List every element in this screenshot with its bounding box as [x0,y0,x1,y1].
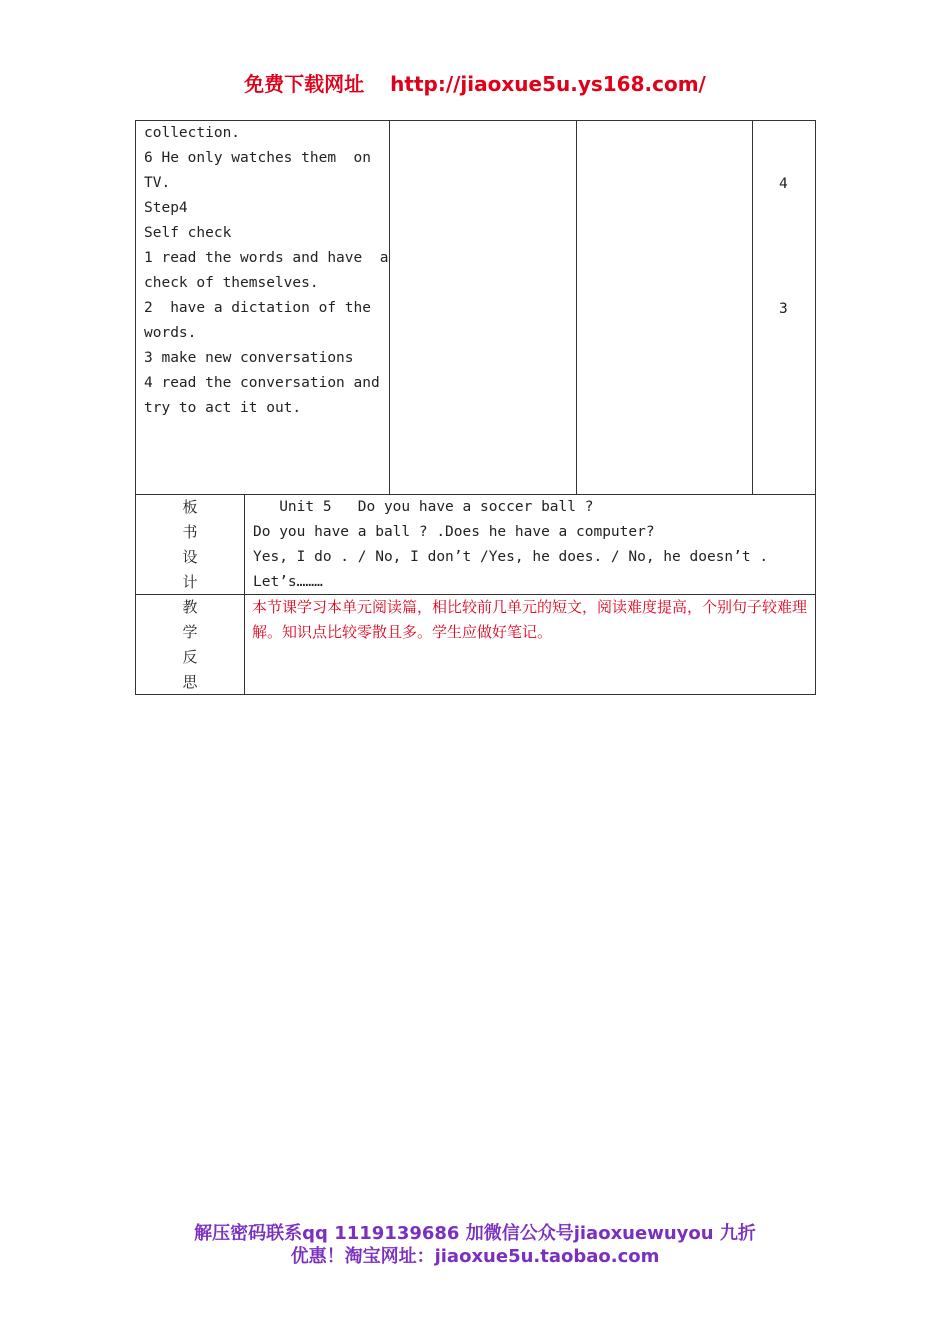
steps-line: collection. [144,125,241,141]
label-char: 学 [182,623,198,641]
steps-line: 2 have a dictation of the [144,300,371,316]
col-divider-2 [576,120,577,494]
label-char: 板 [182,498,198,516]
steps-line: Self check [144,225,232,241]
steps-line: 6 He only watches them on [144,150,371,166]
steps-line: Step4 [144,200,188,216]
table-right-border [815,120,816,695]
reflection-text: 本节课学习本单元阅读篇，相比较前几单元的短文，阅读难度提高，个别句子较难理解。知识点比较零散且多。学生应做好笔记。 [252,598,808,641]
site-header [0,68,950,97]
label-char: 计 [182,573,198,591]
label-char: 反 [182,648,198,666]
board-design-label [136,495,244,595]
label-char: 思 [182,673,198,691]
footer-line-1: 解压密码联系qq 1119139686 加微信公众号jiaoxuewuyou 九折 [194,1223,756,1244]
board-line: Unit 5 Do you have a soccer ball ? [253,499,594,515]
col-divider-3 [752,120,753,494]
steps-line: try to act it out. [144,400,302,416]
board-line: Let’s……… [253,574,323,590]
col-divider-1 [389,120,390,494]
steps-line: check of themselves. [144,275,319,291]
label-col-divider [244,494,245,695]
reflection-label [136,595,244,695]
footer-line-2: 优惠！淘宝网址：jiaoxue5u.taobao.com [290,1246,660,1267]
board-line: Yes, I do . / No, I don’t /Yes, he does. / No, he doesn’t . [253,549,769,565]
header-url[interactable]: http://jiaoxue5u.ys168.com/ [390,72,706,96]
label-char: 教 [182,598,198,616]
header-label: 免费下载网址 [244,72,365,96]
steps-line: words. [144,325,197,341]
steps-line: 3 make new conversations [144,350,354,366]
time-value: 4 [779,176,788,192]
time-value: 3 [779,301,788,317]
label-char: 设 [182,548,198,566]
steps-line: 1 read the words and have a [144,250,389,266]
label-char: 书 [182,523,198,541]
steps-line: 4 read the conversation and [144,375,380,391]
board-line: Do you have a ball ? .Does he have a computer? [253,524,655,540]
steps-line: TV. [144,175,171,191]
